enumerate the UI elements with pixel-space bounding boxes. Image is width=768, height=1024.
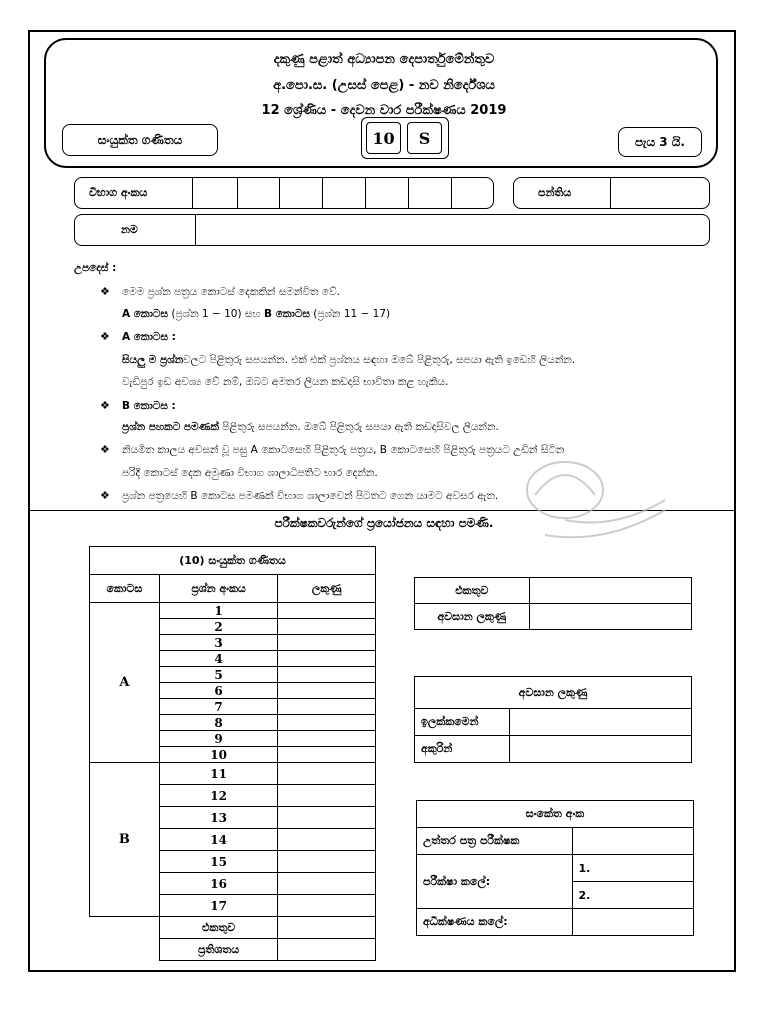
examiner-use-title: පරීක්ෂකවරුන්ගේ ප්‍රයෝජනය සඳහා පමණි. — [274, 516, 494, 530]
supervised-by-label: අධීක්ෂණය කලේ: — [417, 909, 573, 936]
marks-cell[interactable] — [278, 635, 376, 651]
index-number-box — [74, 177, 494, 209]
header-line2: අ.පො.ස. (උසස් පෙළ) - නව නිර්දේශය — [273, 78, 495, 93]
answer-examiner-cell[interactable] — [572, 828, 694, 855]
marks-cell[interactable] — [278, 731, 376, 747]
percentage-label: ප්‍රතිශතය — [159, 939, 278, 961]
subject-box: සංයුක්ත ගණිතය — [62, 124, 218, 156]
question-number: 14 — [159, 829, 278, 851]
question-number: 17 — [159, 895, 278, 917]
col-part: කොටස — [90, 575, 160, 603]
name-box — [74, 214, 710, 246]
class-label: පන්තිය — [538, 186, 572, 199]
supervised-by-cell[interactable] — [572, 909, 694, 936]
checker-1-cell[interactable]: 1. — [572, 855, 694, 882]
question-number: 1 — [159, 603, 278, 619]
section-divider — [28, 510, 736, 511]
part-a-line2: වැඩිපුර ඉඩ අවශ්‍ය වේ නම්, ඔබට අමතර ලියන කඩදාසි භාවිතා කළ හැකිය. — [122, 376, 449, 388]
marks-cell[interactable] — [278, 651, 376, 667]
marks-cell[interactable] — [278, 895, 376, 917]
marks-cell[interactable] — [278, 667, 376, 683]
marks-table — [89, 546, 376, 961]
checked-by-label: පරීක්ෂා කලේ: — [417, 855, 573, 909]
marks-cell[interactable] — [278, 785, 376, 807]
question-number: 7 — [159, 699, 278, 715]
question-number: 8 — [159, 715, 278, 731]
marks-cell[interactable] — [278, 763, 376, 785]
question-number: 5 — [159, 667, 278, 683]
paper-code-number: 10 — [366, 122, 401, 154]
question-number: 3 — [159, 635, 278, 651]
question-number: 10 — [159, 747, 278, 763]
question-number: 16 — [159, 873, 278, 895]
duration-box: පැය 3 යි. — [618, 127, 702, 157]
marks-cell[interactable] — [278, 683, 376, 699]
diamond-bullet-icon: ❖ — [100, 399, 110, 412]
marks-cell[interactable] — [278, 619, 376, 635]
marks-cell[interactable] — [278, 851, 376, 873]
part-b-title: B කොටස : — [122, 400, 176, 412]
instruction-1: මෙම ප්‍රශ්න පත්‍රය කොටස් දෙකකින් සමන්විත වේ. — [122, 286, 340, 298]
col-question-no: ප්‍රශ්න අංකය — [159, 575, 278, 603]
summary-total-label: එකතුව — [415, 578, 530, 604]
in-numbers-cell[interactable] — [509, 709, 691, 736]
part-b-cell: B — [90, 763, 160, 917]
marks-cell[interactable] — [278, 873, 376, 895]
question-number: 2 — [159, 619, 278, 635]
part-a-title: A කොටස : — [122, 331, 176, 343]
in-numbers-label: ඉලක්කමෙන් — [415, 709, 510, 736]
question-number: 15 — [159, 851, 278, 873]
col-marks: ලකුණු — [278, 575, 376, 603]
diamond-bullet-icon: ❖ — [100, 443, 110, 456]
checker-2-cell[interactable]: 2. — [572, 882, 694, 909]
instruction-4-line2: පරිදි කොටස් දෙක අමුණා විභාග ශාලාධිපතිට භාර දෙන්න. — [122, 467, 378, 479]
in-words-label: අකුරින් — [415, 736, 510, 763]
codes-title: සංකේත අංක — [417, 801, 694, 828]
answer-examiner-label: උත්තර පත්‍ර පරීක්ෂක — [417, 828, 573, 855]
total-cell[interactable] — [278, 917, 376, 939]
header-line1: දකුණු පළාත් අධ්‍යාපන දෙපාර්තුමේන්තුව — [273, 52, 495, 67]
total-label: එකතුව — [159, 917, 278, 939]
final-marks-table — [414, 676, 692, 763]
part-a-line1: සියලු ම ප්‍රශ්නවලට පිළිතුරු සපයන්න. එක් එක් ප්‍රශ්නය සඳහා ඔබේ පිළිතුරු, සපයා ඇති ඉඩෙහි ලියන්න. — [122, 354, 576, 366]
question-number: 11 — [159, 763, 278, 785]
name-label: නම — [121, 223, 138, 236]
summary-final-cell[interactable] — [529, 604, 691, 630]
codes-table — [416, 800, 694, 936]
in-words-cell[interactable] — [509, 736, 691, 763]
instructions-title: උපදෙස් : — [74, 262, 117, 274]
paper-code-letter: S — [407, 122, 442, 154]
summary-table — [414, 577, 692, 630]
question-number: 9 — [159, 731, 278, 747]
marks-cell[interactable] — [278, 747, 376, 763]
final-marks-title: අවසාන ලකුණු — [415, 677, 692, 709]
part-a-cell: A — [90, 603, 160, 763]
instruction-4-line1: නියමිත කාලය අවසන් වූ පසු A කොටසෙහි පිළිතුරු පත්‍රය, B කොටසෙහි පිළිතුරු පත්‍රයට උඩින් සිටින — [122, 444, 565, 456]
diamond-bullet-icon: ❖ — [100, 489, 110, 502]
percentage-cell[interactable] — [278, 939, 376, 961]
summary-final-label: අවසාන ලකුණු — [415, 604, 530, 630]
marks-cell[interactable] — [278, 829, 376, 851]
question-number: 13 — [159, 807, 278, 829]
index-label: විභාග අංකය — [89, 186, 148, 199]
question-number: 4 — [159, 651, 278, 667]
marks-cell[interactable] — [278, 699, 376, 715]
part-b-line1: ප්‍රශ්න පහකට පමණක් පිළිතුරු සපයන්න. ඔබේ පිළිතුරු සපයා ඇති කඩදාසිවල ලියන්න. — [122, 421, 499, 433]
diamond-bullet-icon: ❖ — [100, 330, 110, 343]
paper-code — [361, 117, 449, 159]
diamond-bullet-icon: ❖ — [100, 285, 110, 298]
question-number: 12 — [159, 785, 278, 807]
marks-cell[interactable] — [278, 603, 376, 619]
marks-cell[interactable] — [278, 715, 376, 731]
marks-table-title: (10) සංයුක්ත ගණිතය — [90, 547, 376, 575]
instruction-5: ප්‍රශ්න පත්‍රයෙහි B කොටස පමණක් විභාග ශාලාවෙන් පිටතට ගෙන යාමට අවසර ඇත. — [122, 490, 499, 502]
question-number: 6 — [159, 683, 278, 699]
class-box — [513, 177, 710, 209]
header-line3: 12 ශ්‍රේණිය - දෙවන වාර පරීක්ෂණය 2019 — [261, 103, 507, 118]
summary-total-cell[interactable] — [529, 578, 691, 604]
marks-cell[interactable] — [278, 807, 376, 829]
instruction-1a: A කොටස (ප්‍රශ්න 1 − 10) සහ B කොටස (ප්‍රශ්න 11 − 17) — [122, 308, 391, 320]
